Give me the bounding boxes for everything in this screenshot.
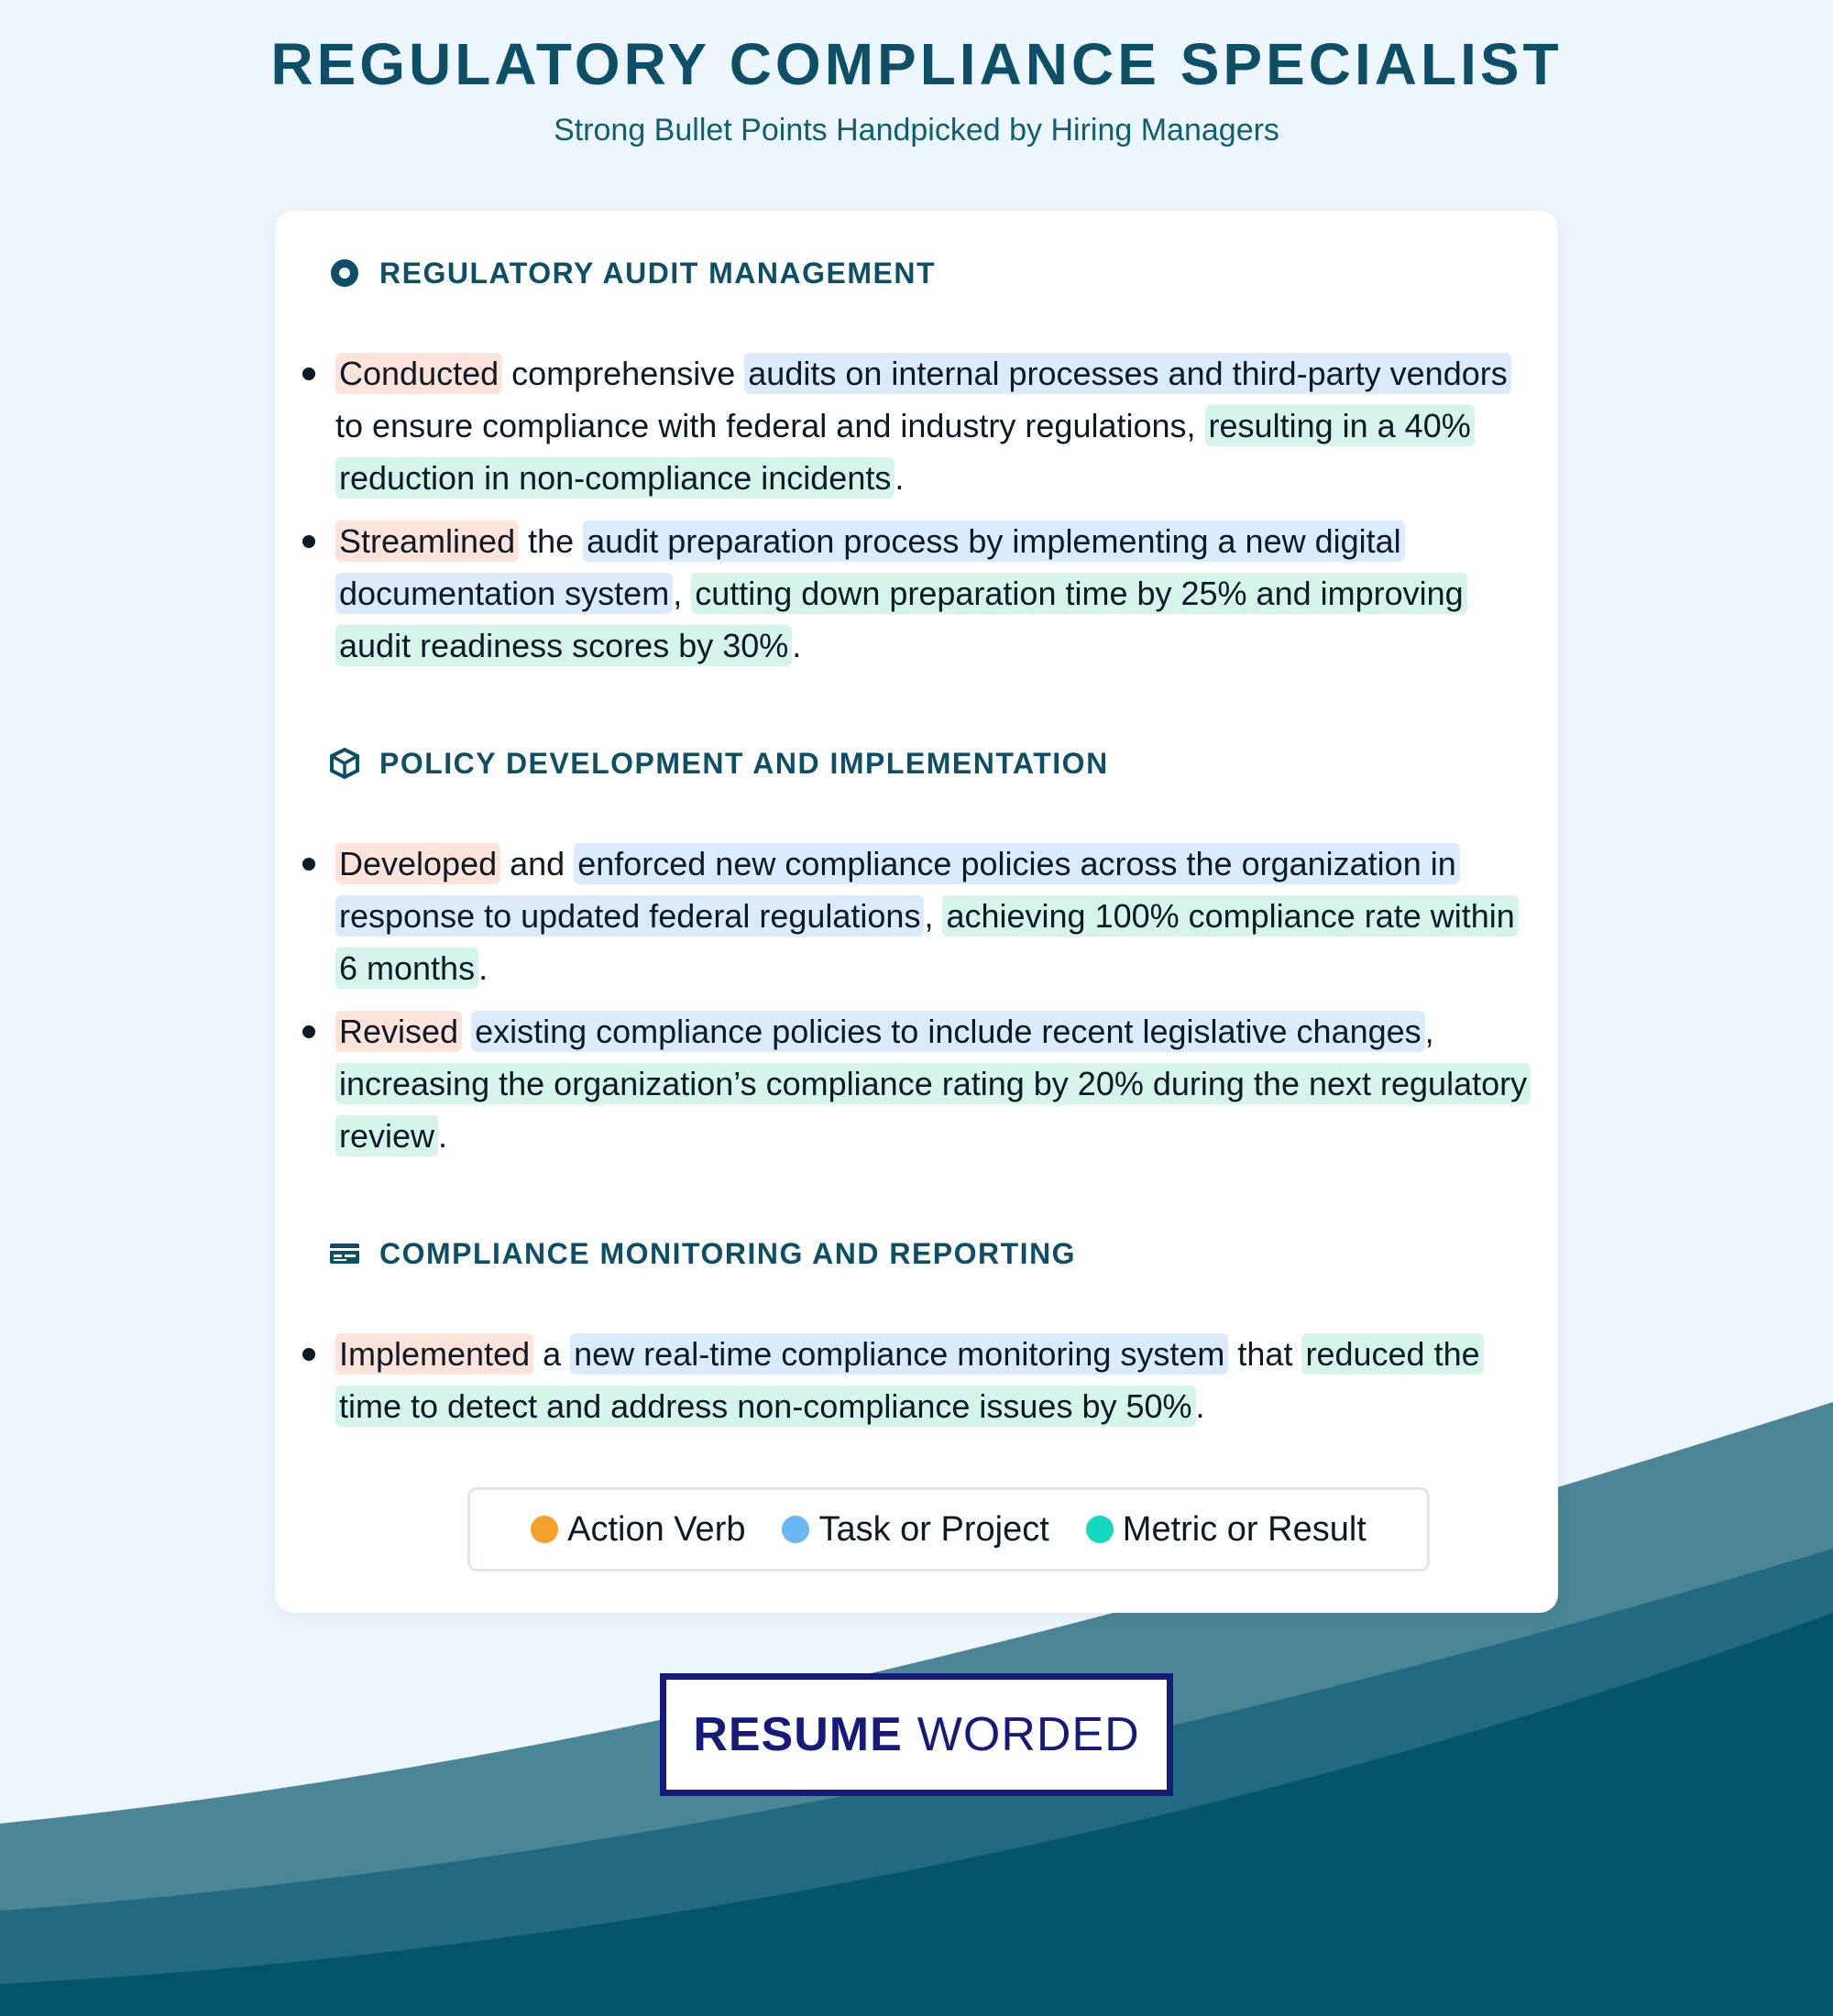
- page-header: [0, 27, 1833, 150]
- section-policy-development: [275, 742, 1558, 1173]
- id-card-icon: [328, 1237, 361, 1270]
- metric-or-result: increasing the organization’s compliance rating by 20% during the next regulatory review: [335, 1063, 1531, 1156]
- bullet-list: [275, 1328, 1558, 1432]
- legend-action-verb: [531, 1510, 745, 1550]
- legend-label: Action Verb: [567, 1509, 746, 1549]
- blue-dot-icon: [782, 1516, 809, 1543]
- legend-task: [782, 1510, 1048, 1550]
- text: .: [438, 1117, 448, 1155]
- action-verb: Developed: [335, 843, 500, 884]
- action-verb: Revised: [335, 1011, 462, 1052]
- section-regulatory-audit: [275, 252, 1558, 683]
- text: ,: [1424, 1013, 1434, 1050]
- text: that: [1228, 1335, 1302, 1373]
- section-header: [275, 252, 1558, 294]
- section-header: [275, 1233, 1558, 1275]
- teal-dot-icon: [1086, 1516, 1114, 1543]
- action-verb: Implemented: [335, 1333, 533, 1375]
- task-or-project: enforced new compliance policies across the organization in response to updated federal regulations: [335, 843, 1460, 937]
- brand-light-text: WORDED: [916, 1708, 1140, 1761]
- text: and: [500, 845, 575, 882]
- metric-or-result: reduced the time to detect and address non-compliance issues by 50%: [335, 1333, 1484, 1427]
- list-item: [275, 1005, 1558, 1162]
- metric-or-result: achieving 100% compliance rate within 6 months: [335, 895, 1519, 989]
- list-item: [275, 1328, 1558, 1432]
- orange-dot-icon: [531, 1516, 558, 1543]
- text: .: [478, 949, 488, 987]
- metric-or-result: cutting down preparation time by 25% and improving audit readiness scores by 30%: [335, 573, 1467, 666]
- text: ,: [673, 575, 692, 612]
- action-verb: Streamlined: [335, 520, 519, 562]
- page-title: REGULATORY COMPLIANCE SPECIALIST: [270, 31, 1563, 97]
- legend-metric: [1086, 1510, 1367, 1550]
- section-header: [275, 742, 1558, 784]
- task-or-project: new real-time compliance monitoring system: [570, 1333, 1228, 1375]
- bullet-points-card: [275, 211, 1558, 1613]
- section-title: POLICY DEVELOPMENT AND IMPLEMENTATION: [379, 746, 1109, 780]
- list-item: [275, 347, 1558, 504]
- text: to ensure compliance with federal and industry regulations,: [335, 407, 1205, 444]
- action-verb: Conducted: [335, 353, 502, 394]
- resume-worded-logo[interactable]: [660, 1673, 1173, 1796]
- metric-or-result: resulting in a 40% reduction in non-compliance incidents: [335, 405, 1475, 499]
- page-subtitle: Strong Bullet Points Handpicked by Hiring Managers: [554, 113, 1279, 148]
- cube-icon: [328, 747, 361, 780]
- section-title: COMPLIANCE MONITORING AND REPORTING: [379, 1236, 1077, 1270]
- target-icon: [328, 257, 361, 290]
- text: .: [1195, 1387, 1205, 1425]
- legend-label: Task or Project: [818, 1509, 1049, 1549]
- text: comprehensive: [502, 355, 745, 392]
- text: [462, 1013, 471, 1050]
- text: .: [895, 459, 905, 497]
- task-or-project: audits on internal processes and third-party vendors: [744, 353, 1510, 394]
- list-item: [275, 515, 1558, 672]
- section-title: REGULATORY AUDIT MANAGEMENT: [379, 256, 937, 290]
- legend: [467, 1487, 1430, 1572]
- section-compliance-monitoring: [275, 1233, 1558, 1443]
- task-or-project: audit preparation process by implementing a new digital documentation system: [335, 520, 1405, 614]
- legend-label: Metric or Result: [1122, 1509, 1367, 1549]
- text: .: [792, 627, 802, 664]
- task-or-project: existing compliance policies to include recent legislative changes: [471, 1011, 1425, 1052]
- text: the: [519, 522, 584, 560]
- bullet-list: [275, 838, 1558, 1162]
- text: a: [533, 1335, 571, 1373]
- brand-bold-text: RESUME: [693, 1708, 903, 1761]
- text: ,: [924, 897, 943, 935]
- bullet-list: [275, 347, 1558, 672]
- list-item: [275, 838, 1558, 994]
